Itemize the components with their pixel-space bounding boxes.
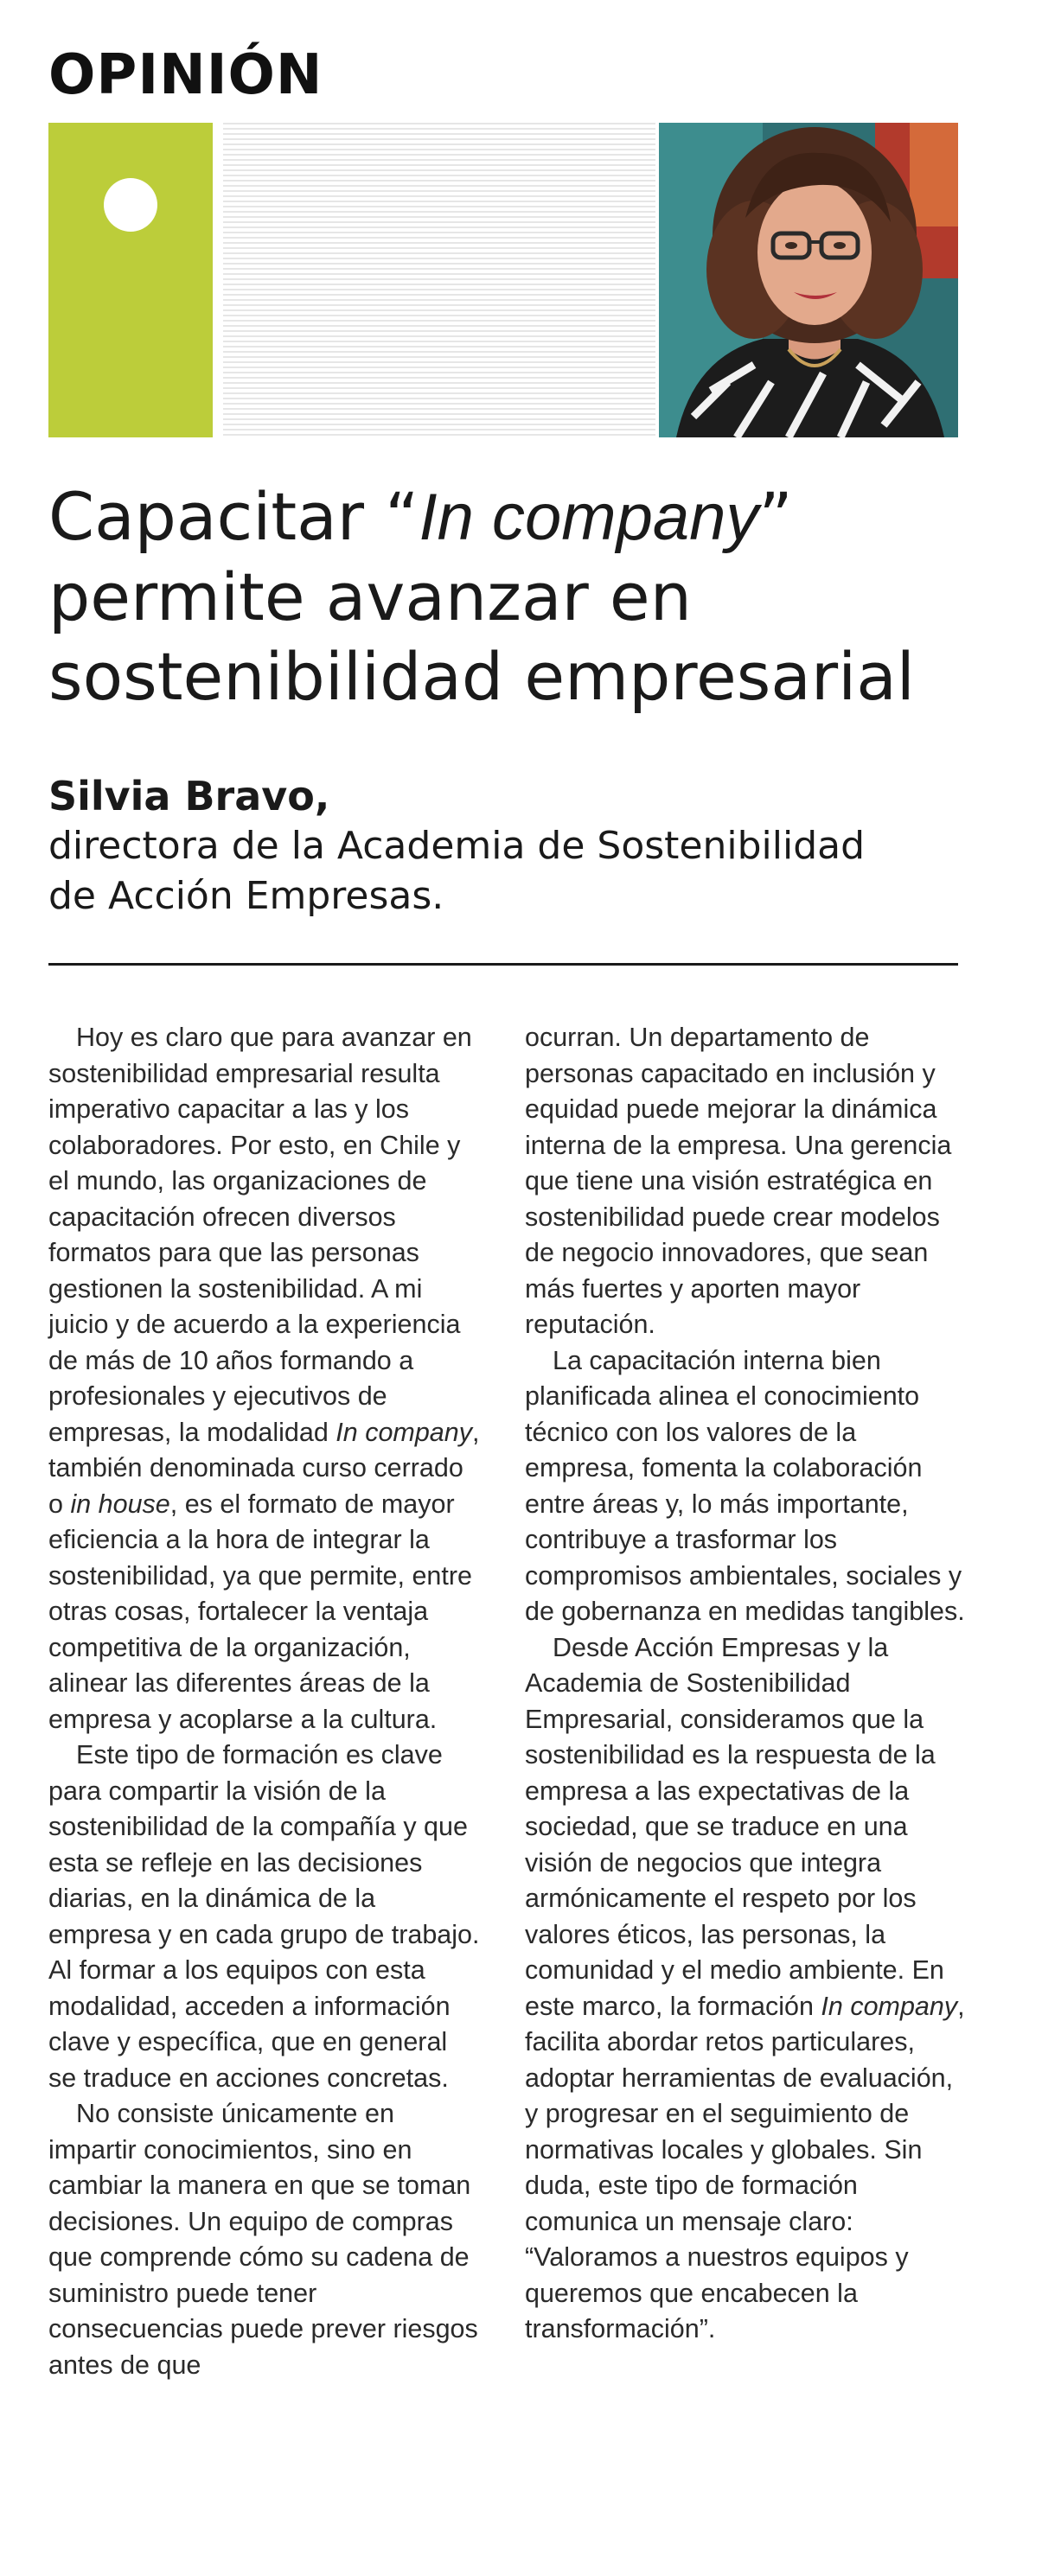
striped-panel (223, 123, 655, 437)
author-role-line-1: directora de la Academia de Sostenibilidad (48, 824, 866, 868)
paragraph-5: Desde Acción Empresas y la Academia de Sostenibilidad Empresarial, consideramos que la sostenibilidad es la respuesta de la empresa a las expectativas de la sociedad, que se traduce en una visión de negocios que integra armónicamente el respeto por los valores éticos, las personas, la comunidad y el medio ambiente. En este marco, la formación In company, facilita abordar retos particulares, adoptar herramientas de evaluación, y progresar en el seguimiento de normativas locales y globales. Sin duda, este tipo de formación comunica un mensaje claro: “Valoramos a nuestros equipos y queremos que encabecen la transformación”. (525, 1632, 965, 2343)
paragraph-1: Hoy es claro que para avanzar en sostenibilidad empresarial resulta imperativo capacitar a las y los colaboradores. Por esto, en Chile y el mundo, las organizaciones de capacitación ofrecen diversos formatos para que las personas gestionen la sostenibilidad. A mi juicio y de acuerdo a la experiencia de más de 10 años formando a profesionales y ejecutivos de empresas, la modalidad In company, también denominada curso cerrado o in house, es el formato de mayor eficiencia a la hora de integrar la sostenibilidad, ya que permite, entre otras cosas, fortalecer la ventaja competitiva de la organización, alinear las diferentes áreas de la empresa y acoplarse a la cultura. (48, 1023, 480, 1734)
headline-line-3: sostenibilidad empresarial (48, 638, 915, 715)
article-column-right (525, 1020, 966, 2348)
paragraph-3: No consiste únicamente en impartir conocimientos, sino en cambiar la manera en que se toman decisiones. Un equipo de compras que comprende cómo su cadena de suministro puede tener consecuencias puede prever riesgos antes de que (48, 2099, 478, 2380)
section-label: OPINIÓN (48, 43, 323, 107)
divider (48, 963, 958, 966)
headline-italic: In company (419, 481, 759, 554)
headline-line-2: permite avanzar en (48, 558, 692, 635)
author-name: Silvia Bravo, (48, 773, 330, 819)
author-role-line-2: de Acción Empresas. (48, 874, 444, 918)
green-block (48, 123, 213, 437)
paragraph-3-continued: ocurran. Un departamento de personas capacitado en inclusión y equidad puede mejorar la dinámica interna de la empresa. Una gerencia que tiene una visión estratégica en sostenibilidad puede crear modelos de negocio innovadores, que sean más fuertes y aporten mayor reputación. (525, 1023, 952, 1339)
circle-icon (104, 178, 157, 232)
paragraph-4: La capacitación interna bien planificada alinea el conocimiento técnico con los valores de la empresa, fomenta la colaboración entre áreas y, lo más importante, contribuye a trasformar los compromisos ambientales, sociales y de gobernanza en medidas tangibles. (525, 1345, 965, 1626)
paragraph-2: Este tipo de formación es clave para compartir la visión de la sostenibilidad de la compañía y que esta se refleje en las decisiones diarias, en la dinámica de la empresa y en cada grupo de trabajo. Al formar a los equipos con esta modalidad, acceden a información clave y específica, que en general se traduce en acciones concretas. (48, 1740, 480, 2093)
headline (48, 477, 1000, 717)
author-photo (659, 123, 958, 437)
article-column-left (48, 1020, 481, 2383)
byline (48, 771, 1000, 921)
headline-line-1: Capacitar “In company” (48, 478, 793, 555)
header-banner (48, 123, 958, 437)
